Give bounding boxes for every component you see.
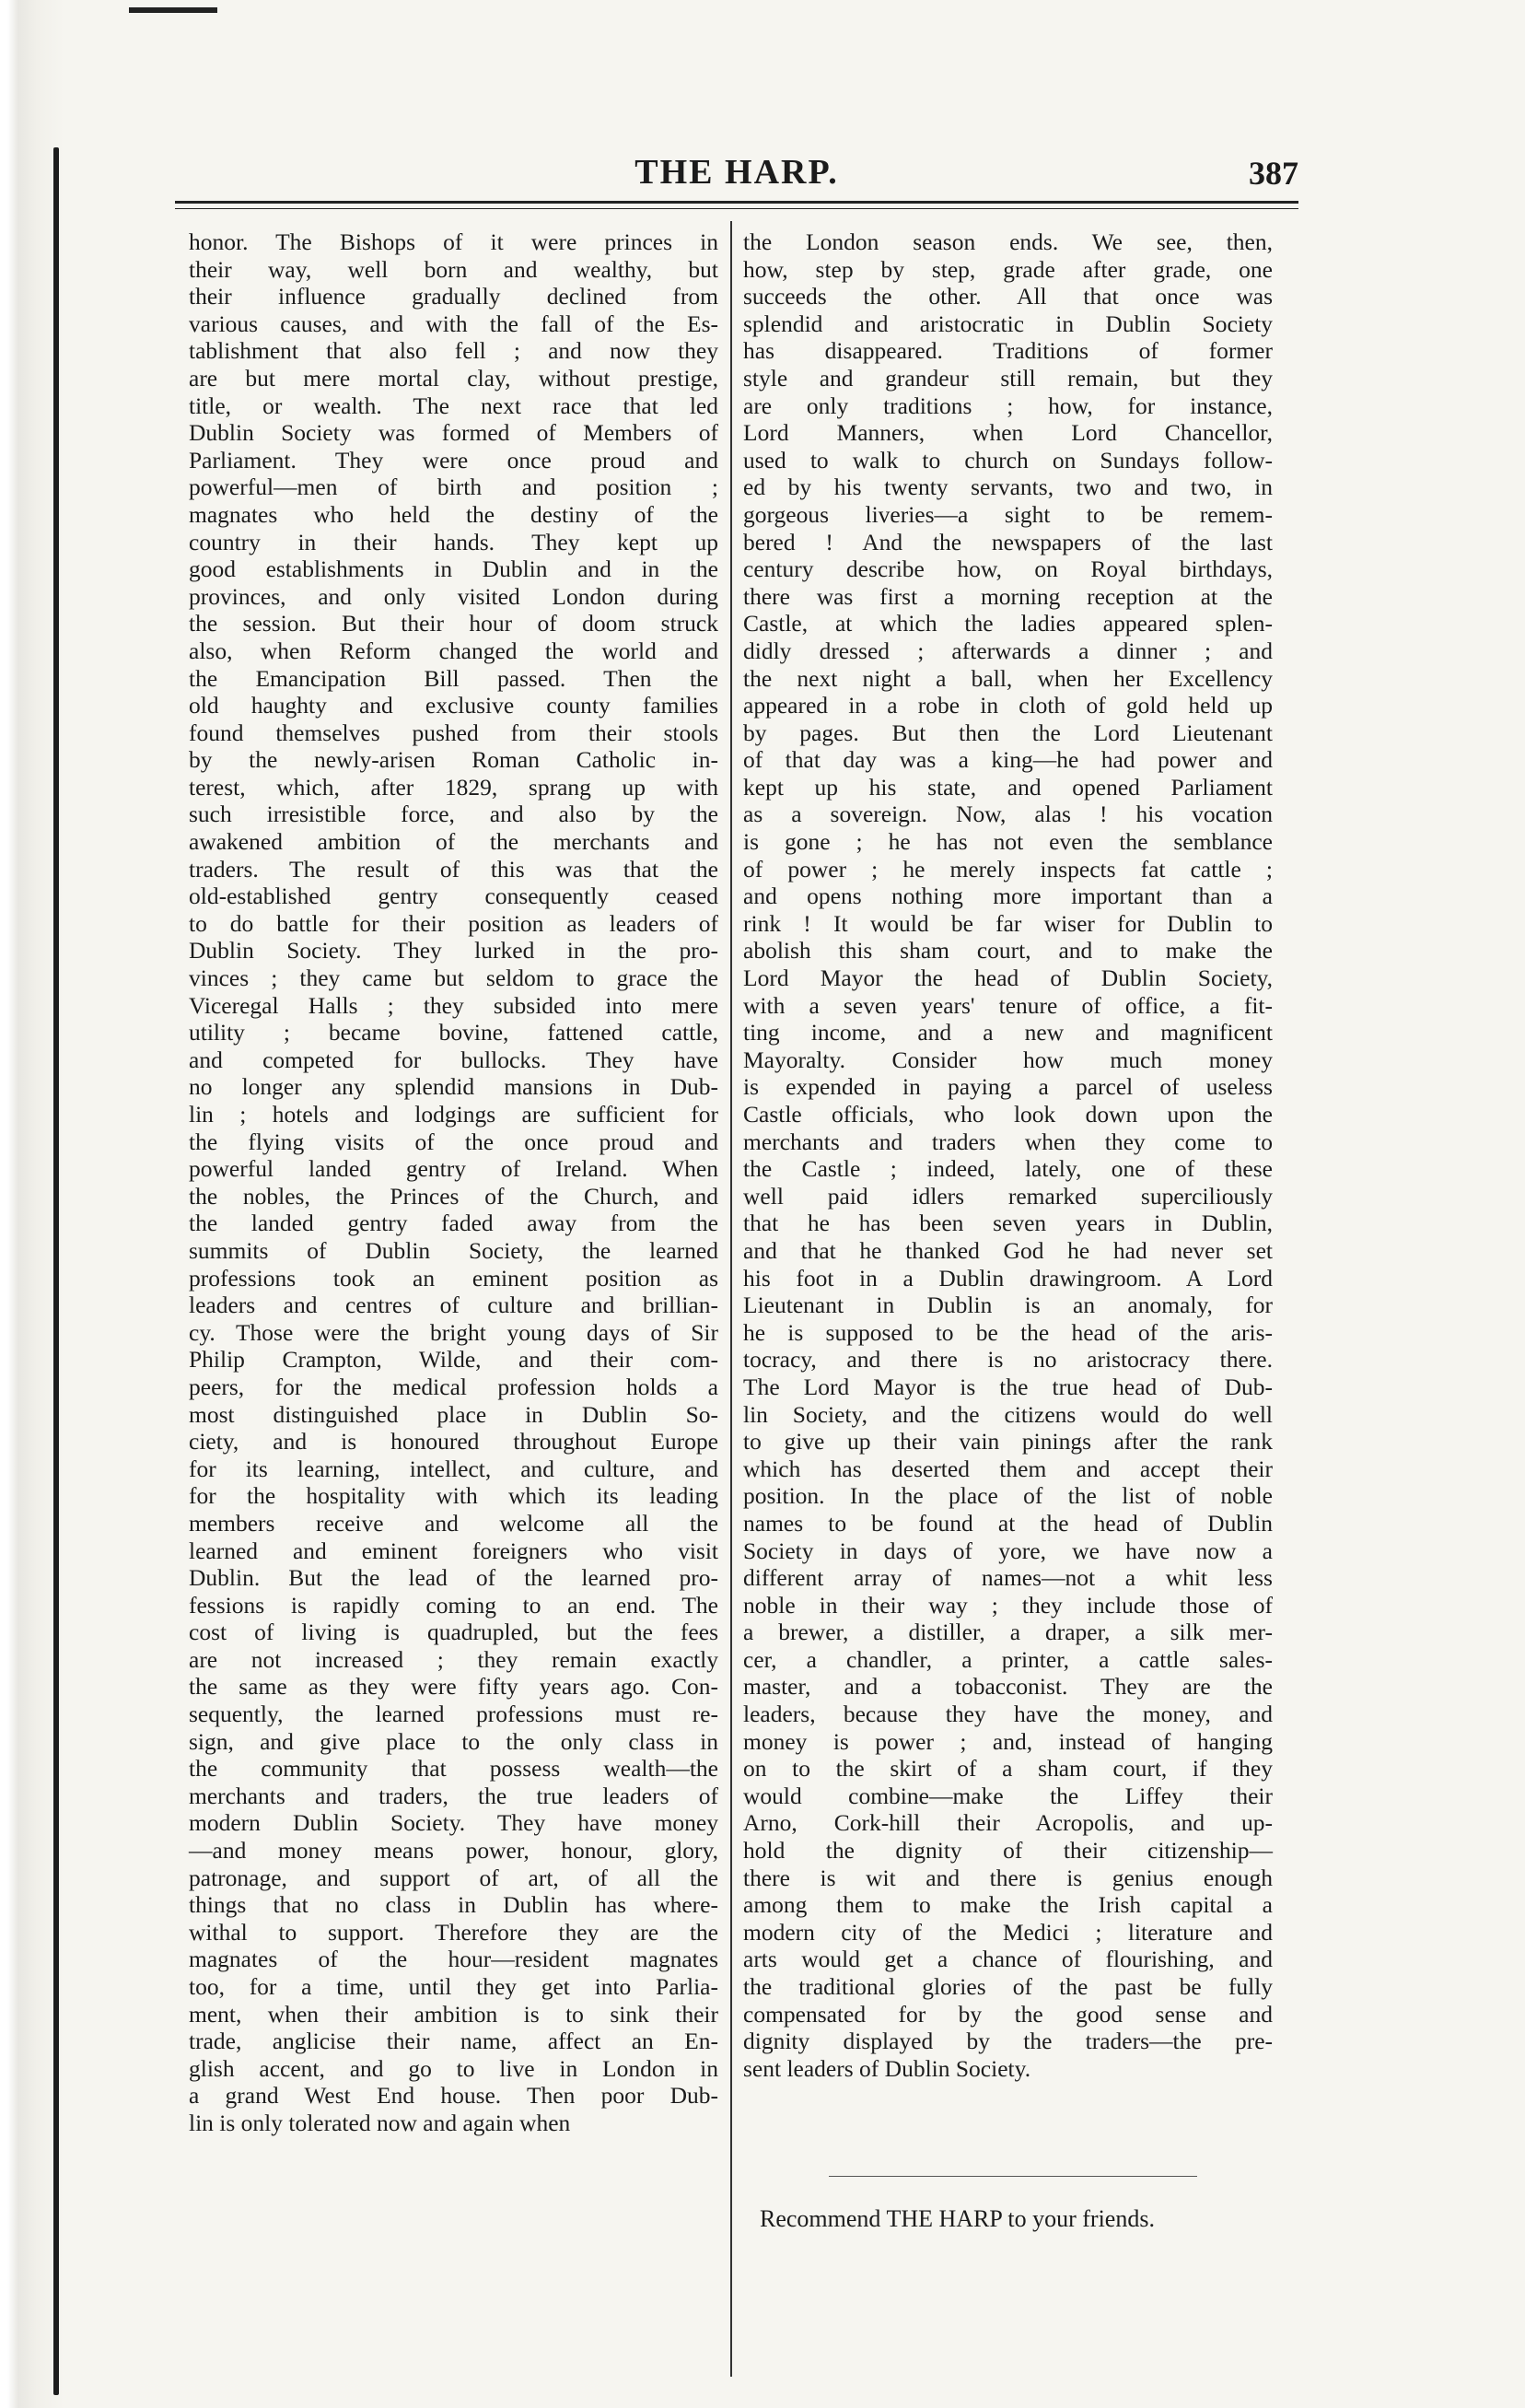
text-line: provinces, and only visited London during	[189, 582, 718, 610]
text-line: cy. Those were the bright young days of Sir	[189, 1318, 718, 1346]
text-line: bered ! And the newspapers of the last	[743, 528, 1273, 555]
text-line: style and grandeur still remain, but they	[743, 364, 1273, 392]
text-line: the flying visits of the once proud and	[189, 1128, 718, 1155]
text-line: members receive and welcome all the	[189, 1509, 718, 1537]
text-line: awakened ambition of the merchants and	[189, 828, 718, 856]
header-rule	[175, 201, 1298, 204]
text-line: are not increased ; they remain exactly	[189, 1645, 718, 1673]
text-line: and competed for bullocks. They have	[189, 1046, 718, 1073]
text-line: —and money means power, honour, glory,	[189, 1837, 718, 1864]
corner-mark	[129, 7, 217, 13]
running-title: THE HARP.	[634, 153, 839, 192]
text-line: most distinguished place in Dublin So-	[189, 1400, 718, 1428]
text-line: things that no class in Dublin has where-	[189, 1891, 718, 1919]
text-line: old haughty and exclusive county families	[189, 692, 718, 719]
text-line: appeared in a robe in cloth of gold held up	[743, 692, 1273, 719]
text-line: splendid and aristocratic in Dublin Society	[743, 310, 1273, 337]
text-line: the session. But their hour of doom struck	[189, 610, 718, 637]
text-line: Parliament. They were once proud and	[189, 446, 718, 473]
text-line: names to be found at the head of Dublin	[743, 1509, 1273, 1537]
text-line: kept up his state, and opened Parliament	[743, 773, 1273, 801]
text-line: noble in their way ; they include those of	[743, 1591, 1273, 1619]
text-line: arts would get a chance of flourishing, and	[743, 1946, 1273, 1973]
text-line: gorgeous liveries—a sight to be remem-	[743, 500, 1273, 528]
text-line: found themselves pushed from their stools	[189, 719, 718, 746]
header-rule-thin	[175, 208, 1298, 209]
column-divider	[730, 221, 732, 2377]
binding-line	[53, 147, 59, 2395]
text-line: too, for a time, until they get into Parlia-	[189, 1973, 718, 2000]
text-line: leaders and centres of culture and brillian-	[189, 1292, 718, 1319]
text-line: as a sovereign. Now, alas ! his vocation	[743, 801, 1273, 828]
text-line: his foot in a Dublin drawingroom. A Lord	[743, 1264, 1273, 1292]
text-line: the next night a ball, when her Excellency	[743, 664, 1273, 692]
text-line: of that day was a king—he had power and	[743, 746, 1273, 774]
text-line: has disappeared. Traditions of former	[743, 337, 1273, 365]
text-line: Dublin Society. They lurked in the pro-	[189, 937, 718, 964]
text-line: magnates who held the destiny of the	[189, 500, 718, 528]
text-line: well paid idlers remarked superciliously	[743, 1182, 1273, 1210]
text-line: withal to support. Therefore they are the	[189, 1918, 718, 1946]
text-line: is gone ; he has not even the semblance	[743, 828, 1273, 856]
text-line: Lord Manners, when Lord Chancellor,	[743, 419, 1273, 447]
text-line: the Castle ; indeed, lately, one of these	[743, 1155, 1273, 1183]
text-line: such irresistible force, and also by the	[189, 801, 718, 828]
text-line: trade, anglicise their name, affect an En-	[189, 2028, 718, 2055]
text-line: and opens nothing more important than a	[743, 883, 1273, 910]
text-line: also, when Reform changed the world and	[189, 637, 718, 664]
text-line: utility ; became bovine, fattened cattle,	[189, 1019, 718, 1046]
text-line: Lord Mayor the head of Dublin Society,	[743, 964, 1273, 992]
text-line: tocracy, and there is no aristocracy there.	[743, 1346, 1273, 1373]
text-line: didly dressed ; afterwards a dinner ; and	[743, 637, 1273, 664]
text-line: with a seven years' tenure of office, a fit-	[743, 991, 1273, 1019]
text-line: Dublin Society was formed of Members of	[189, 419, 718, 447]
text-line: and that he thanked God he had never set	[743, 1236, 1273, 1264]
text-line: the same as they were fifty years ago. Con-	[189, 1673, 718, 1701]
text-line: ed by his twenty servants, two and two, in	[743, 473, 1273, 501]
right-column	[743, 228, 1273, 2082]
text-line: peers, for the medical profession holds a	[189, 1373, 718, 1400]
text-line: the community that possess wealth—the	[189, 1755, 718, 1783]
text-line: traders. The result of this was that the	[189, 855, 718, 883]
text-line: ment, when their ambition is to sink their	[189, 2000, 718, 2028]
text-line: professions took an eminent position as	[189, 1264, 718, 1292]
text-line: fessions is rapidly coming to an end. The	[189, 1591, 718, 1619]
text-line: position. In the place of the list of noble	[743, 1482, 1273, 1510]
text-line: hold the dignity of their citizenship—	[743, 1837, 1273, 1864]
text-line: sent leaders of Dublin Society.	[743, 2054, 1031, 2082]
text-line: Castle officials, who look down upon the	[743, 1101, 1273, 1128]
text-line: tablishment that also fell ; and now they	[189, 337, 718, 365]
text-line: The Lord Mayor is the true head of Dub-	[743, 1373, 1273, 1400]
text-line: that he has been seven years in Dublin,	[743, 1210, 1273, 1237]
text-line: different array of names—not a whit less	[743, 1564, 1273, 1592]
text-line: there was first a morning reception at the	[743, 582, 1273, 610]
text-line: among them to make the Irish capital a	[743, 1891, 1273, 1919]
text-line: money is power ; and, instead of hanging	[743, 1727, 1273, 1755]
text-line: ting income, and a new and magnificent	[743, 1019, 1273, 1046]
text-line: ciety, and is honoured throughout Europe	[189, 1428, 718, 1455]
text-line: summits of Dublin Society, the learned	[189, 1236, 718, 1264]
promo-line: Recommend THE HARP to your friends.	[760, 2205, 1155, 2232]
text-line: good establishments in Dublin and in the	[189, 555, 718, 583]
text-line: compensated for by the good sense and	[743, 2000, 1273, 2028]
text-line: various causes, and with the fall of the Es-	[189, 310, 718, 337]
text-line: learned and eminent foreigners who visit	[189, 1537, 718, 1564]
text-line: honor. The Bishops of it were princes in	[189, 228, 718, 255]
text-line: by pages. But then the Lord Lieutenant	[743, 719, 1273, 746]
page-number: 387	[1249, 155, 1298, 192]
text-line: are but mere mortal clay, without prestige,	[189, 364, 718, 392]
text-line: powerful—men of birth and position ;	[189, 473, 718, 501]
text-line: title, or wealth. The next race that led	[189, 392, 718, 419]
text-line: a grand West End house. Then poor Dub-	[189, 2082, 718, 2110]
text-line: magnates of the hour—resident magnates	[189, 1946, 718, 1973]
text-line: merchants and traders, the true leaders of	[189, 1782, 718, 1809]
page-header	[175, 152, 1298, 207]
text-line: a brewer, a distiller, a draper, a silk mer-	[743, 1619, 1273, 1646]
text-line: leaders, because they have the money, and	[743, 1701, 1273, 1728]
text-line: cost of living is quadrupled, but the fees	[189, 1619, 718, 1646]
text-line: are only traditions ; how, for instance,	[743, 392, 1273, 419]
text-line: he is supposed to be the head of the aris-	[743, 1318, 1273, 1346]
text-line: to give up their vain pinings after the rank	[743, 1428, 1273, 1455]
text-line: modern city of the Medici ; literature and	[743, 1918, 1273, 1946]
text-line: used to walk to church on Sundays follow-	[743, 446, 1273, 473]
closing-rule	[829, 2176, 1197, 2177]
text-line: Mayoralty. Consider how much money	[743, 1046, 1273, 1073]
text-line: for its learning, intellect, and culture, and	[189, 1455, 718, 1482]
text-line: lin Society, and the citizens would do well	[743, 1400, 1273, 1428]
text-line: century describe how, on Royal birthdays,	[743, 555, 1273, 583]
text-line: merchants and traders when they come to	[743, 1128, 1273, 1155]
text-line: sign, and give place to the only class in	[189, 1727, 718, 1755]
text-line: glish accent, and go to live in London in	[189, 2054, 718, 2082]
text-line: patronage, and support of art, of all the	[189, 1864, 718, 1891]
text-line: how, step by step, grade after grade, one	[743, 255, 1273, 283]
text-line: dignity displayed by the traders—the pre-	[743, 2028, 1273, 2055]
text-line: to do battle for their position as leaders of	[189, 909, 718, 937]
text-line: by the newly-arisen Roman Catholic in-	[189, 746, 718, 774]
text-line: the landed gentry faded away from the	[189, 1210, 718, 1237]
text-line: Arno, Cork-hill their Acropolis, and up-	[743, 1809, 1273, 1837]
text-line: the Emancipation Bill passed. Then the	[189, 664, 718, 692]
text-line: old-established gentry consequently ceased	[189, 883, 718, 910]
text-line: for the hospitality with which its leading	[189, 1482, 718, 1510]
text-line: Viceregal Halls ; they subsided into mere	[189, 991, 718, 1019]
text-line: succeeds the other. All that once was	[743, 283, 1273, 310]
text-line: the London season ends. We see, then,	[743, 228, 1273, 255]
text-line: there is wit and there is genius enough	[743, 1864, 1273, 1891]
text-line: lin is only tolerated now and again when	[189, 2109, 571, 2136]
text-line: on to the skirt of a sham court, if they	[743, 1755, 1273, 1783]
text-line: the nobles, the Princes of the Church, and	[189, 1182, 718, 1210]
text-line: would combine—make the Liffey their	[743, 1782, 1273, 1809]
text-line: Philip Crampton, Wilde, and their com-	[189, 1346, 718, 1373]
text-line: lin ; hotels and lodgings are sufficient for	[189, 1101, 718, 1128]
text-line: their way, well born and wealthy, but	[189, 255, 718, 283]
text-line: is expended in paying a parcel of useless	[743, 1073, 1273, 1101]
text-line: which has deserted them and accept their	[743, 1455, 1273, 1482]
text-line: master, and a tobacconist. They are the	[743, 1673, 1273, 1701]
text-line: modern Dublin Society. They have money	[189, 1809, 718, 1837]
text-line: no longer any splendid mansions in Dub-	[189, 1073, 718, 1101]
text-line: their influence gradually declined from	[189, 283, 718, 310]
text-line: terest, which, after 1829, sprang up with	[189, 773, 718, 801]
text-line: Dublin. But the lead of the learned pro-	[189, 1564, 718, 1592]
text-line: rink ! It would be far wiser for Dublin to	[743, 909, 1273, 937]
text-line: vinces ; they came but seldom to grace the	[189, 964, 718, 992]
text-line: sequently, the learned professions must re-	[189, 1701, 718, 1728]
text-line: country in their hands. They kept up	[189, 528, 718, 555]
text-line: the traditional glories of the past be fully	[743, 1973, 1273, 2000]
text-line: Castle, at which the ladies appeared splen-	[743, 610, 1273, 637]
text-line: Lieutenant in Dublin is an anomaly, for	[743, 1292, 1273, 1319]
text-line: abolish this sham court, and to make the	[743, 937, 1273, 964]
text-line: cer, a chandler, a printer, a cattle sales-	[743, 1645, 1273, 1673]
text-line: Society in days of yore, we have now a	[743, 1537, 1273, 1564]
text-line: powerful landed gentry of Ireland. When	[189, 1155, 718, 1183]
text-line: of power ; he merely inspects fat cattle ;	[743, 855, 1273, 883]
left-column	[189, 228, 718, 2137]
